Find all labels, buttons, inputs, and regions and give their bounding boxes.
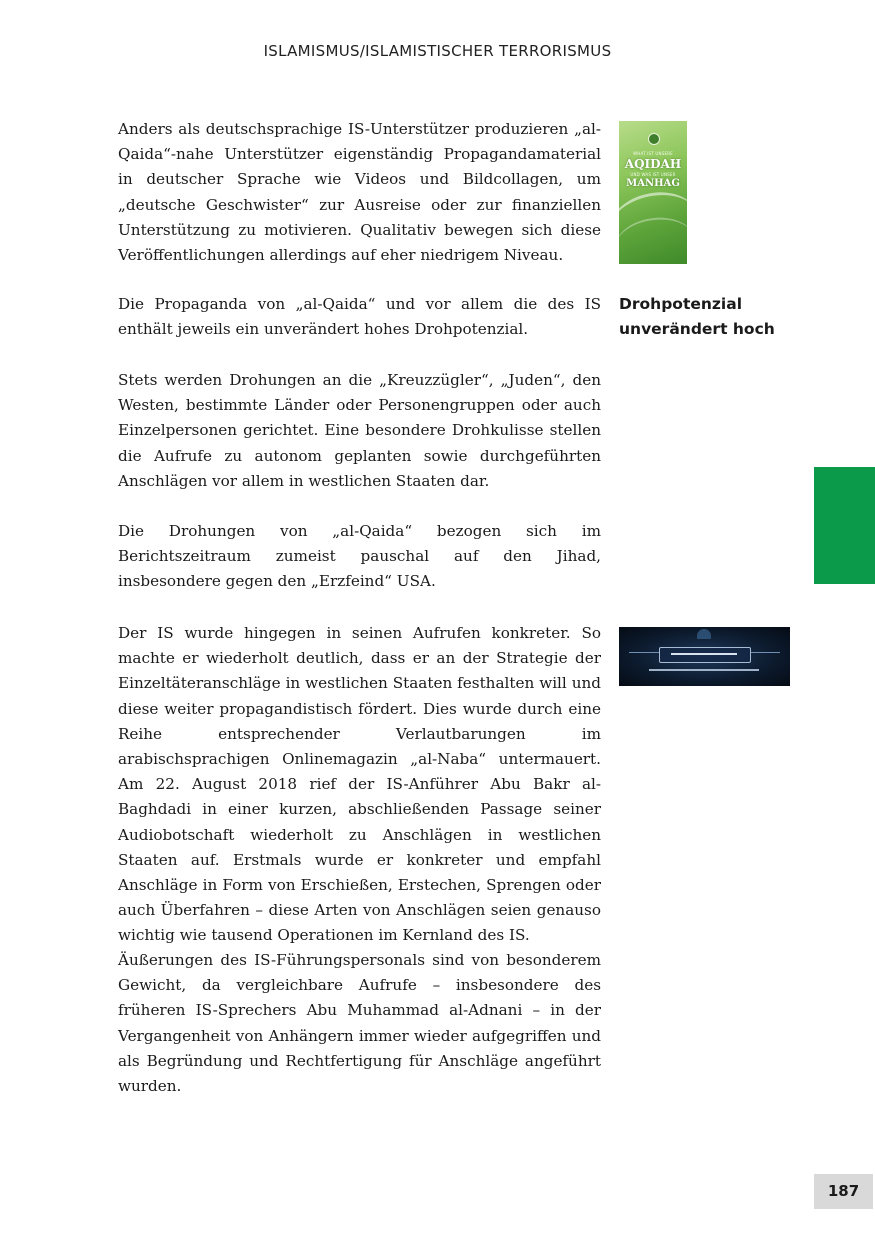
body-paragraph-6: Äußerungen des IS-Führungspersonals sind von besonderem Gewicht, da vergleichbare Aufrufe – insbesondere des früheren IS-Sprechers Abu Muhammad al-Adnani – in der Vergangenheit von Anhängern immer wieder aufgegriffen und als Begründung und Rechtfertigung für Anschläge angeführt wurden. bbox=[118, 951, 601, 1096]
cover-word-aqidah: AQIDAH bbox=[624, 157, 682, 171]
running-header: ISLAMISMUS/ISLAMISTISCHER TERRORISMUS bbox=[263, 42, 612, 60]
body-paragraph-1: Anders als deutschsprachige IS-Unterstützer produzieren „al-Qaida“-nahe Unterstützer eigenständig Propagandamaterial in deutscher Sprache wie Videos und Bildcollagen, um „deutsche Geschwister“ zur Ausreise oder zur finanziellen Unterstützung zu motivieren. Qualitativ bewegen sich diese Veröffentlichungen allerdings auf eher niedrigem Niveau. bbox=[118, 120, 601, 265]
cover-top-text: WHAT IST UNSERE bbox=[633, 151, 673, 156]
sidebar-heading bbox=[619, 292, 775, 342]
ornament-line bbox=[629, 652, 659, 653]
sidebar-heading-line-2: unverändert hoch bbox=[619, 320, 775, 338]
sidebar-heading-line-1: Drohpotenzial bbox=[619, 295, 743, 313]
arabic-calligraphy bbox=[671, 653, 737, 655]
arabic-banner-image bbox=[619, 627, 790, 686]
chapter-tab bbox=[814, 467, 875, 584]
body-paragraph-4: Die Drohungen von „al-Qaida“ bezogen sich im Berichtszeitraum zumeist pauschal auf den Jihad, insbesondere gegen den „Erzfeind“ USA. bbox=[118, 522, 601, 591]
cover-word-manhag: MANHAG bbox=[626, 178, 680, 189]
ornament-line bbox=[750, 652, 780, 653]
aqidah-cover-image bbox=[619, 121, 687, 264]
dome-icon bbox=[697, 629, 711, 639]
body-paragraph-3: Stets werden Drohungen an die „Kreuzzügler“, „Juden“, den Westen, bestimmte Länder oder Personengruppen oder auch Einzelpersonen gerichtet. Eine besondere Drohkulisse stellen die Aufrufe zu autonom geplanten sowie durchgeführten Anschlägen vor allem in westlichen Staaten dar. bbox=[118, 371, 601, 490]
body-paragraph-5: Der IS wurde hingegen in seinen Aufrufen konkreter. So machte er wiederholt deutlich, dass er an der Strategie der Einzeltäteranschläge in westlichen Staaten festhalten will und diese weiter propagandistisch fördert. Dies wurde durch eine Reihe entsprechender Verlautbarungen im arabischsprachigen Onlinemagazin „al-Naba“ untermauert. Am 22. August 2018 rief der IS-Anführer Abu Bakr al-Baghdadi in einer kurzen, abschließenden Passage seiner Audiobotschaft wiederholt zu Anschlägen in westlichen Staaten auf. Erstmals wurde er konkreter und empfahl Anschläge in Form von Erschießen, Erstechen, Sprengen oder auch Überfahren – diese Arten von Anschlägen seien genauso wichtig wie tausend Operationen im Kernland des IS. bbox=[118, 624, 601, 945]
page-number: 187 bbox=[814, 1174, 873, 1209]
title-plate bbox=[659, 647, 751, 663]
cover-middle-text: UND WAS IST UNSER bbox=[630, 172, 676, 177]
emblem-icon bbox=[648, 133, 660, 145]
body-paragraph-2: Die Propaganda von „al-Qaida“ und vor allem die des IS enthält jeweils ein unverändert hohes Drohpotenzial. bbox=[118, 295, 601, 339]
arabic-caption bbox=[649, 669, 759, 671]
